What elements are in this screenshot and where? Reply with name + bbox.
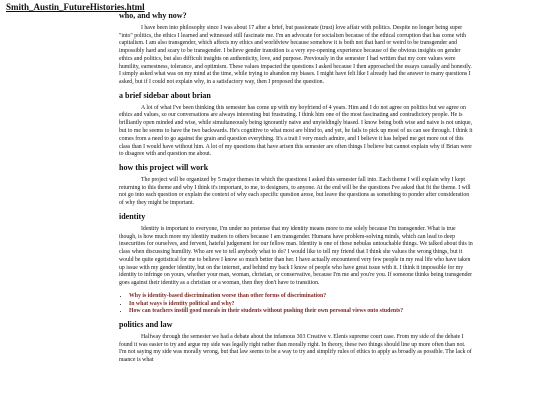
section-paragraph: Identity is important to everyone, I'm under no pretense that my identity means more to me solely because I'm transgender. What is true though, is how much more my identity matters to others because I am transgender. Humans have problem-solving minds, which can lead to deep insecurities for ourselves, and fervent, hateful judgement for our fellow man. Identity is one of those nebulas untouchable things. We talked about this in class when discussing humility. Who are we to tell anybody what to do? I would like to tell my friend that I think she values the wrong things, but it would be quite egotistical for me to believe I know so much better than her. I have actually encountered very few people in my real life who have taken up issue with my gender identity, but on the internet, and behind my back I know of people who have great issue with it. I think it impossible for my identity to infringe on yours, whether your man, woman, christian, or conservative, because I'm me and you're you. If someone thinks being transgender goes against their identity as a christian or a woman, then they don't have to transition. bbox=[119, 225, 473, 287]
section-heading: identity bbox=[119, 211, 146, 221]
section-sidebar-about-brian bbox=[119, 92, 474, 159]
section-paragraph: The project will be organized by 5 major themes in which the questions I asked this semester fall into. Each theme I will explain why I kept returning to this theme and why I think it's important, to me, to designers, to anyone. At the end will be the questions I've asked that fit the theme. I will not go into each question or explain the context of why each specific question arose, but leave the questions as something to ponder after consideration of why they might be important. bbox=[119, 176, 471, 207]
section-paragraph: A lot of what I've been thinking this semester has come up with my boyfriend of 4 years. Him and I do not agree on politics but we agree on ethics and values, so our conversations are always interesting but frustrating. I think him one of the most fascinating and contradictory people. He is brilliantly open minded and wise, while simultaneously being ignorantly naive and unyieldingly biased. I know being both wise and naive is not unique, but to me he seems to have the two backwards. He's cognitive to what most are blind to, and yet, he fails to pick up most of us can see through. I think it comes from a need to go against the grain and question everything. It's a trait I very much admire, and I believe it has helped me get more out of this class than I would have without him. A lot of my questions that have arisen this semester are often things I believe but cannot explain why if Brian were to disagree with and question me about. bbox=[119, 104, 473, 158]
section-heading: politics and law bbox=[119, 320, 173, 330]
section-heading: how this project will work bbox=[119, 163, 209, 173]
section-heading: who, and why now? bbox=[119, 11, 187, 20]
section-paragraph: I have been into philosophy since I was about 17 after a brief, but passionate (trust) love affair with politics. Despite no longer being super "into" politics, the ethics I learned and witnessed still fascinate me. I'm an advocate for socialism because of the ethical corruption that has come with capitalism. I am also transgender, which affects my ethics and worldview because somehow it is both not that hard or weird to be transgender and impossibly hard and scary to be transgender. I believe gender transition is a very eye-opening experience because of the obvious insights on gender ethics and politics, but also difficult insights on authenticity, love, and purpose. Previously in the semester I had written that my core values were humility, earnestness, tolerance, and optimism. These values impacted the questions I asked because I then approached the essays casually and honestly. I simply asked what was on my mind at the time, while trying to abandon my biases. I might have felt like I already had the answer to many questions I asked, but if I could not explain why, in a satisfactory way, then I proposed the question. bbox=[119, 24, 472, 86]
question-item: • Why is identity-based discrimination worse than other forms of discrimination? bbox=[129, 293, 474, 301]
question-item: • In what ways is identity political and why? bbox=[129, 301, 474, 309]
document-body bbox=[119, 12, 474, 370]
section-how-this-project-works bbox=[119, 164, 474, 208]
section-who-and-why-now bbox=[119, 12, 474, 87]
section-identity bbox=[119, 213, 474, 316]
file-title-link[interactable]: Smith_Austin_FutureHistories.html bbox=[6, 2, 145, 12]
question-list bbox=[119, 293, 474, 316]
section-politics-and-law bbox=[119, 321, 474, 365]
section-paragraph: Halfway through the semester we had a debate about the infamous 303 Creative v. Elenis supreme court case. From my side of the debate I found it was easier to try and argue my side was legally right rather than morally right. In theory, these two things should line up more often than not. I'm not saying my side was morally wrong, but that law seems to be a way to try and simplify rules of ethics to apply as broadly as possible. The lack of nuance is what bbox=[119, 333, 472, 364]
question-item: • How can teachers instill good morals in their students without pushing their own personal views onto students? bbox=[129, 308, 474, 316]
section-heading: a brief sidebar about brian bbox=[119, 90, 211, 100]
